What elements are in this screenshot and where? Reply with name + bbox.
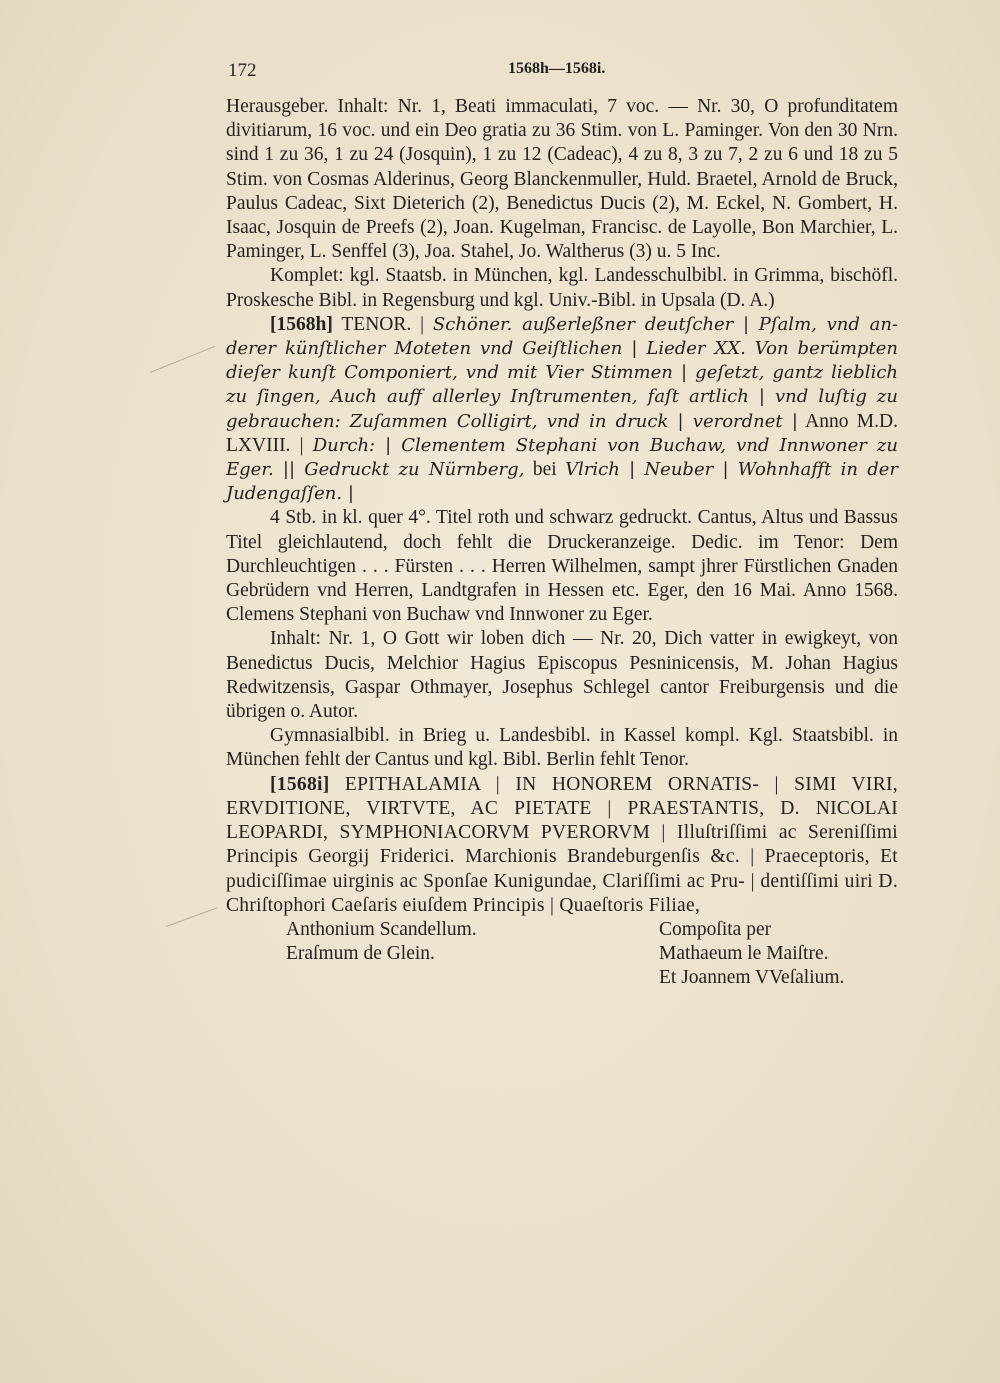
- margin-pencil-mark: [150, 346, 215, 373]
- margin-pencil-mark: [166, 908, 217, 927]
- entry-1568h-holdings: Gymnasialbibl. in Brieg u. Landesbibl. in Kassel kompl. Kgl. Staatsbibl. in München fehlt der Cantus und kgl. Bibl. Berlin fehlt Tenor.: [226, 725, 898, 771]
- page-number: 172: [228, 60, 257, 81]
- credits-left: [226, 918, 547, 991]
- entry-1568h-description: 4 Stb. in kl. quer 4°. Titel roth und schwarz gedruckt. Cantus, Altus und Bassus Titel gleichlautend, doch fehlt die Druckeranzeige. Dedic. im Tenor: Dem Durchleuchtigen . . . Fürsten . . . Herren Wilhelmen, sampt jhrer Fürstlichen Gnaden Gebrüdern vnd Herren, Landtgrafen in Hessen etc. Eger, den 16 Mai. Anno 1568. Clemens Stephani von Buchaw vnd Innwoner zu Eger.: [226, 507, 898, 626]
- composer-name: Et Joannem VVeſalium.: [659, 967, 845, 989]
- entry-1568i-title: [226, 773, 898, 918]
- entry-1568h-holdings-prev: Komplet: kgl. Staatsb. in München, kgl. Landesschulbibl. in Grimma, bischöfl. Proskesche Bibl. in Regensburg und kgl. Univ.-Bibl. in Upsala (D. A.): [226, 265, 898, 311]
- composer-name: Eraſmum de Glein.: [286, 943, 435, 965]
- entry-1568h-contents: Inhalt: Nr. 1, O Gott wir loben dich — Nr. 20, Dich vatter in ewigkeyt, von Benedictus Ducis, Melchior Hagius Episcopus Pesninicensis, M. Johan Hagius Redwitzensis, Gaspar Othmayer, Josephus Schlegel cantor Freiburgensis und die übrigen o. Autor.: [226, 628, 898, 723]
- composer-name: Mathaeum le Maiſtre.: [659, 943, 829, 965]
- entry-1568h-title: [226, 313, 898, 507]
- title-roman: TENOR. |: [341, 313, 425, 335]
- page-header: [228, 60, 898, 84]
- title-roman-bei: bei: [532, 459, 557, 481]
- running-head: 1568h—1568i.: [508, 60, 606, 77]
- title-fraktur-printer: Vlrich | Neuber | Wohnhafft in der Judengaſſen. |: [226, 459, 899, 505]
- title-date: Anno M.D. LXVIII. |: [226, 410, 898, 456]
- credits-right: [577, 918, 898, 991]
- entry-id: [1568i]: [270, 773, 330, 795]
- entry-1568h-contents-continued: Herausgeber. Inhalt: Nr. 1, Beati immaculati, 7 voc. — Nr. 30, O profunditatem divitiarum, 16 voc. und ein Deo gratia zu 36 Stim. von L. Paminger. Von den 30 Nrn. sind 1 zu 36, 1 zu 24 (Josquin), 1 zu 12 (Cadeac), 4 zu 8, 3 zu 7, 2 zu 6 und 18 zu 5 Stim. von Cosmas Alderinus, Georg Blanckenmuller, Huld. Braetel, Arnold de Bruck, Paulus Cadeac, Sixt Dieterich (2), Benedictus Ducis (2), M. Eckel, N. Gombert, H. Isaac, Josquin de Preefs (2), Joan. Kugelman, Francisc. de Layolle, Bon Marchier, L. Paminger, L. Senffel (3), Joa. Stahel, Jo. Waltherus (3) u. 5 Inc.: [226, 96, 898, 263]
- title-fraktur: Schöner. außerleßner deutſcher | Pſalm, vnd an- derer künſtlicher Moteten vnd Geiſtlichen | Lieder XX. Von berümpten dieſer kunſt Componiert, vnd mit Vier Stimmen | geſetzt, gantz lieblich zu ſingen, Auch auff allerley Inſtrumenten, faſt artlich | vnd luſtig zu gebrauchen: Zuſammen Colligirt, vnd in druck | verordnet |: [226, 313, 898, 432]
- composer-credits: [226, 918, 898, 991]
- title-fraktur-imprint: Durch: | Clementem Stephani von Buchaw, vnd Innwoner zu Eger. || Gedruckt zu Nürnberg,: [226, 434, 898, 481]
- title-text: EPITHALAMIA | IN HONOREM ORNATIS- | SIMI VIRI, ERVDITIONE, VIRTVTE, AC PIETATE | PRAESTANTIS, D. NICOLAI LEOPARDI, SYMPHONIACORVM PVERORVM | Illuſtriſſimi ac Sereniſſimi Principis Georgij Friderici. Marchionis Brandeburgenſis &c. | Praeceptoris, Et pudiciſſimae uirginis ac Sponſae Kunigundae, Clariſſimi ac Pru- | dentiſſimi uiri D. Chriſtophori Caeſaris eiuſdem Principis | Quaeſtoris Filiae,: [226, 773, 898, 916]
- entry-id: [1568h]: [270, 313, 333, 335]
- composer-name: Anthonium Scandellum.: [286, 918, 477, 940]
- credits-label: Compoſita per: [659, 918, 772, 940]
- bibliography-body: [226, 95, 898, 991]
